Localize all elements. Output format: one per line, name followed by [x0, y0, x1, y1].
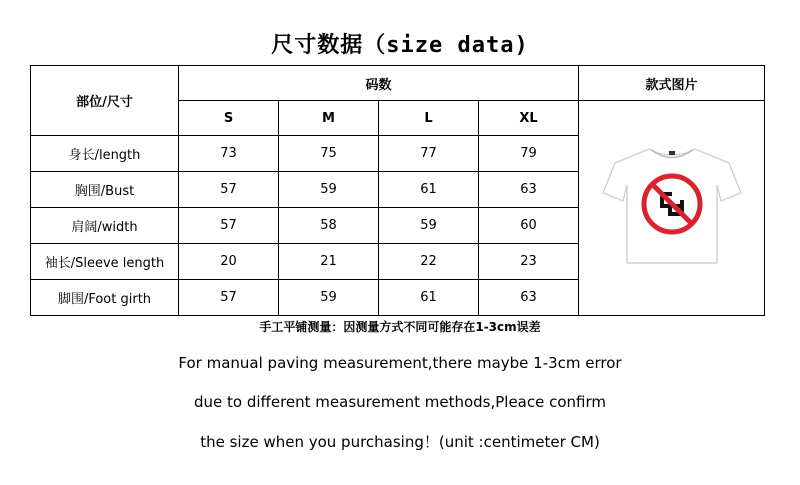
neck-label — [669, 151, 675, 155]
table-cell: 23 — [479, 244, 579, 280]
table-cell: 22 — [379, 244, 479, 280]
table-cell: 20 — [179, 244, 279, 280]
row-label-foot-girth: 脚围/Foot girth — [31, 280, 179, 316]
size-table — [30, 65, 765, 316]
size-m: M — [279, 101, 379, 136]
product-image-cell — [579, 101, 765, 316]
table-cell: 75 — [279, 136, 379, 172]
measurement-note-en-line-2: due to different measurement methods,Pleace confirm — [193, 393, 607, 411]
size-l: L — [379, 101, 479, 136]
page-title: 尺寸数据（size data) — [271, 33, 529, 58]
size-xl: XL — [479, 101, 579, 136]
row-label-length: 身长/length — [31, 136, 179, 172]
part-header: 部位/尺寸 — [31, 66, 179, 136]
table-cell: 63 — [479, 280, 579, 316]
measurement-note-en-line-3: the size when you purchasing！(unit :centimeter CM) — [200, 433, 600, 451]
table-cell: 21 — [279, 244, 379, 280]
row-label-width: 肩阔/width — [31, 208, 179, 244]
tshirt-no-symbol-icon — [597, 141, 747, 271]
style-header: 款式图片 — [579, 66, 765, 101]
table-cell: 59 — [279, 172, 379, 208]
table-cell: 77 — [379, 136, 479, 172]
table-cell: 61 — [379, 280, 479, 316]
table-cell: 79 — [479, 136, 579, 172]
measurement-note-en-line-1: For manual paving measurement,there maybe 1-3cm error — [178, 354, 622, 372]
size-header: 码数 — [179, 66, 579, 101]
row-label-sleeve: 袖长/Sleeve length — [31, 244, 179, 280]
table-cell: 57 — [179, 208, 279, 244]
table-cell: 60 — [479, 208, 579, 244]
table-cell: 58 — [279, 208, 379, 244]
table-cell: 57 — [179, 172, 279, 208]
size-s: S — [179, 101, 279, 136]
measurement-note-cn: 手工平铺测量：因测量方式不同可能存在1-3cm误差 — [259, 320, 541, 334]
row-label-bust: 胸围/Bust — [31, 172, 179, 208]
table-cell: 59 — [379, 208, 479, 244]
table-cell: 59 — [279, 280, 379, 316]
table-cell: 63 — [479, 172, 579, 208]
table-cell: 57 — [179, 280, 279, 316]
table-cell: 73 — [179, 136, 279, 172]
table-cell: 61 — [379, 172, 479, 208]
